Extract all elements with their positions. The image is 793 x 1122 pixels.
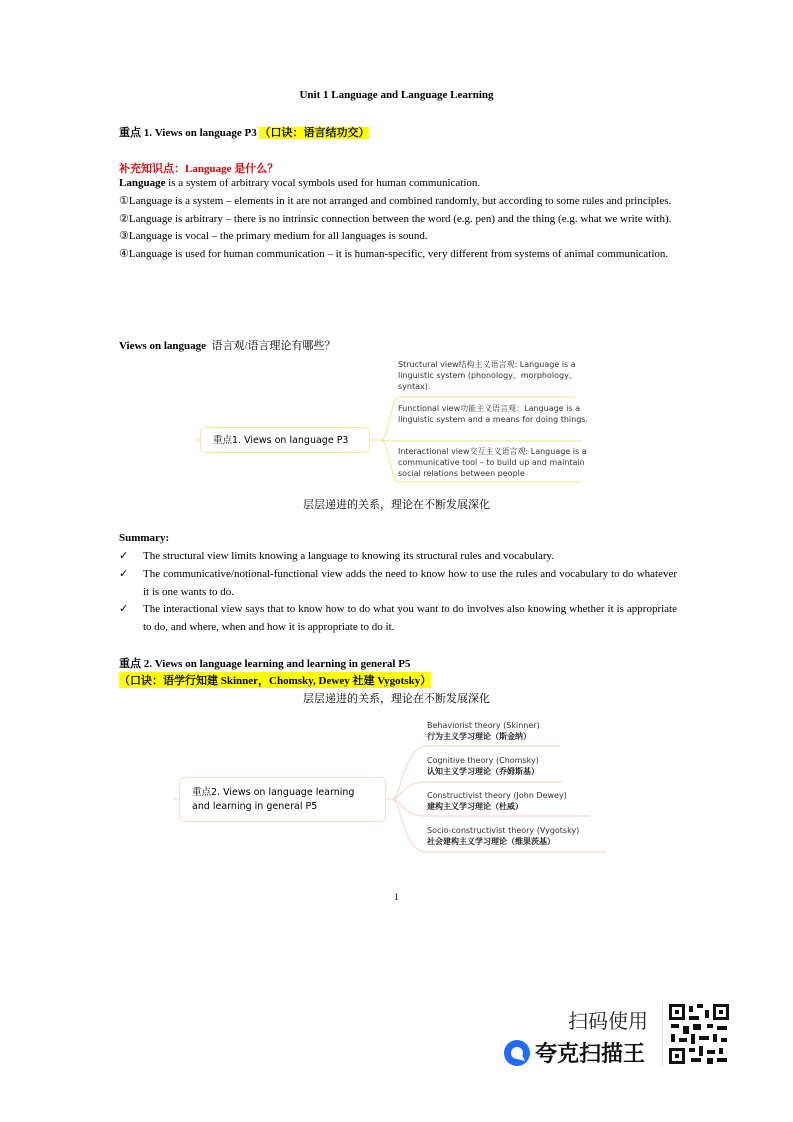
mindmap-1-node-interactional: Interactional view交互主义语言观: Language is a communicative tool – to build up and maintain social relations between people: [398, 447, 587, 478]
mindmap-2-node-behaviorist: Behaviorist theory (Skinner) 行为主义学习理论（斯金纳）: [427, 721, 540, 741]
page-title: Unit 1 Language and Language Learning: [299, 89, 494, 101]
point-2: ②Language is arbitrary – there is no intrinsic connection between the word (e.g. pen) and the thing (e.g. what we write with).: [119, 212, 672, 225]
caption-1: 层层递进的关系，理论在不断发展深化: [303, 499, 490, 511]
brand-logo-icon: [503, 1039, 531, 1067]
mnemonic-1: （口诀：语言结功交）: [259, 127, 370, 139]
views-heading: [119, 337, 336, 353]
point-4: ④Language is used for human communication – it is human-specific, very different from systems of animal communication.: [119, 248, 669, 261]
mindmap-2-node-cognitive: Cognitive theory (Chomsky) 认知主义学习理论（乔姆斯基）: [427, 756, 539, 776]
summary-list: [119, 548, 677, 637]
mnemonic-2: （口诀：语学行知建 Skinner，Chomsky, Dewey 社建 Vygotsky）: [119, 672, 431, 688]
mindmap-1-node-structural: Structural view结构主义语言观: Language is a linguistic system (phonology、morphology、syntax).: [398, 360, 577, 391]
qr-code-icon[interactable]: [662, 1002, 731, 1066]
mindmap-1-node-functional: Functional view功能主义语言观：Language is a linguistic system and a means for doing things.: [398, 404, 588, 424]
page-number: 1: [394, 892, 399, 902]
caption-2: 层层递进的关系，理论在不断发展深化: [303, 693, 490, 705]
check-icon: ✓: [119, 567, 129, 580]
views-heading-cn: 语言观/语言理论有哪些？: [211, 340, 336, 352]
mindmap-2-root: 重点2. Views on language learning and learning in general P5: [179, 777, 386, 822]
check-icon: ✓: [119, 603, 129, 616]
views-heading-en: Views on language: [119, 340, 206, 352]
summary-item: ✓ The communicative/notional-functional view adds the need to know how to use the rules and vocabulary to do whatever it is one wants to do.: [119, 567, 677, 598]
supplement-body: [119, 175, 677, 264]
scanner-brand: [503, 1037, 645, 1068]
key-point-1-label: 重点 1. Views on language P3: [119, 127, 257, 139]
key-point-2-label: 重点 2. Views on language learning and learning in general P5: [119, 658, 411, 670]
mindmap-1-root: 重点1. Views on language P3: [200, 427, 370, 453]
brand-name: 夸克扫描王: [535, 1042, 646, 1067]
definition-text: is a system of arbitrary vocal symbols used for human communication.: [165, 177, 481, 189]
point-1: ①Language is a system – elements in it are not arranged and combined randomly, but according to some rules and principles.: [119, 194, 672, 207]
point-3: ③Language is vocal – the primary medium for all languages is sound.: [119, 230, 428, 243]
key-point-1: [119, 124, 369, 140]
mindmap-2-node-socio-constructivist: Socio-constructivist theory (Vygotsky) 社会建构主义学习理论（维果茨基）: [427, 826, 580, 846]
mindmap-2-node-constructivist: Constructivist theory (John Dewey) 建构主义学习理论（杜威）: [427, 791, 567, 811]
check-icon: ✓: [119, 550, 129, 562]
summary-item: ✓ The interactional view says that to know how to do what you want to do involves also knowing whether it is appropriate to do, and where, when and how it is appropriate to do it.: [119, 603, 677, 634]
scan-to-use-text: 扫码使用: [568, 1009, 648, 1033]
summary-heading: Summary:: [119, 532, 170, 544]
supplement-heading: 补充知识点：Language 是什么？: [119, 163, 279, 175]
definition-term: Language: [119, 177, 166, 189]
summary-item: ✓ The structural view limits knowing a language to knowing its structural rules and vocabulary.: [119, 548, 677, 566]
